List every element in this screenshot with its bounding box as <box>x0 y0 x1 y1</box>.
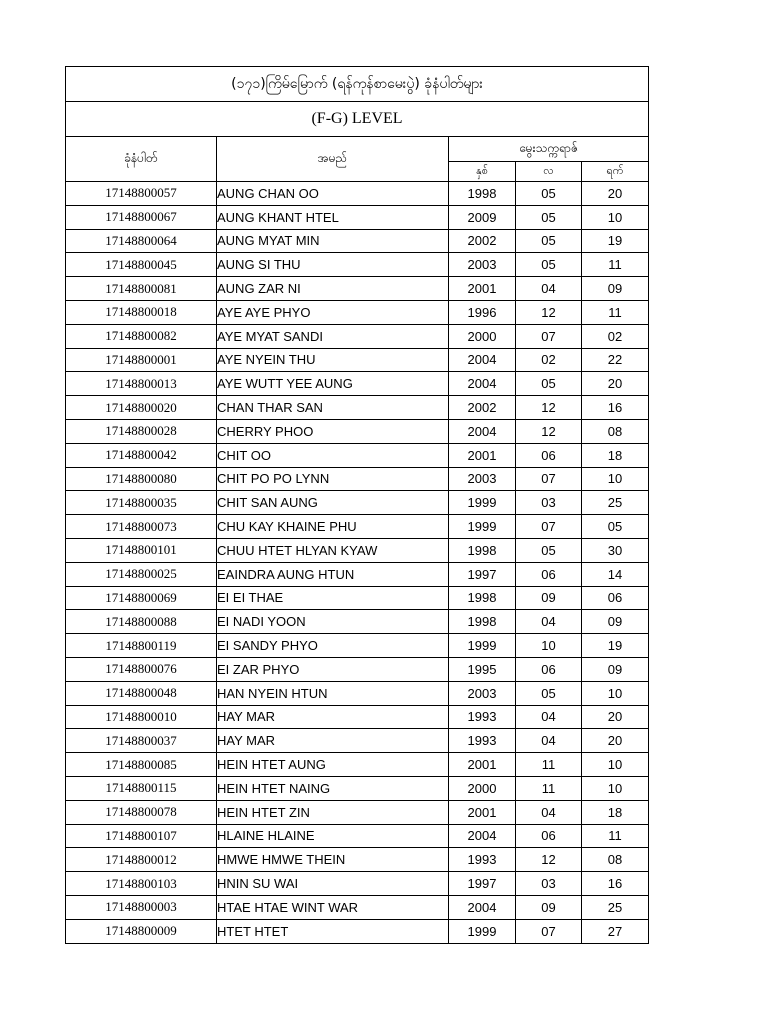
roll-number-cell: 17148800001 <box>66 348 217 372</box>
birth-day-cell: 02 <box>582 324 649 348</box>
birth-year-cell: 2004 <box>449 824 516 848</box>
table-row <box>66 800 649 824</box>
birth-month-cell: 05 <box>516 253 582 277</box>
birth-day-cell: 09 <box>582 657 649 681</box>
birth-month-cell: 05 <box>516 229 582 253</box>
birth-day-cell: 25 <box>582 491 649 515</box>
name-cell: AYE NYEIN THU <box>217 348 449 372</box>
birth-day-cell: 20 <box>582 705 649 729</box>
birth-year-cell: 1998 <box>449 610 516 634</box>
birth-year-cell: 2000 <box>449 776 516 800</box>
table-row <box>66 681 649 705</box>
birth-day-cell: 11 <box>582 253 649 277</box>
birth-day-cell: 30 <box>582 538 649 562</box>
birth-year-cell: 1993 <box>449 848 516 872</box>
name-cell: HNIN SU WAI <box>217 872 449 896</box>
table-row <box>66 300 649 324</box>
table-row <box>66 467 649 491</box>
name-cell: HTET HTET <box>217 919 449 943</box>
roll-number-cell: 17148800025 <box>66 562 217 586</box>
birth-month-cell: 07 <box>516 515 582 539</box>
birth-month-cell: 05 <box>516 372 582 396</box>
table-row <box>66 872 649 896</box>
birth-month-cell: 06 <box>516 562 582 586</box>
birth-year-cell: 2003 <box>449 681 516 705</box>
roll-number-cell: 17148800009 <box>66 919 217 943</box>
birth-month-cell: 05 <box>516 681 582 705</box>
birth-month-cell: 04 <box>516 800 582 824</box>
header-roll-no: ခုံနံပါတ် <box>66 137 217 182</box>
name-cell: AYE WUTT YEE AUNG <box>217 372 449 396</box>
table-row <box>66 848 649 872</box>
birth-day-cell: 20 <box>582 182 649 206</box>
birth-month-cell: 07 <box>516 324 582 348</box>
birth-month-cell: 12 <box>516 419 582 443</box>
birth-day-cell: 10 <box>582 681 649 705</box>
header-dob: မွေးသက္ကရာဇ် <box>449 137 649 162</box>
roll-number-cell: 17148800037 <box>66 729 217 753</box>
birth-year-cell: 1998 <box>449 182 516 206</box>
birth-year-cell: 1995 <box>449 657 516 681</box>
table-body <box>66 182 649 944</box>
birth-day-cell: 16 <box>582 872 649 896</box>
header-month: လ <box>516 162 582 182</box>
roll-number-cell: 17148800057 <box>66 182 217 206</box>
roll-number-cell: 17148800048 <box>66 681 217 705</box>
name-cell: AUNG SI THU <box>217 253 449 277</box>
table-row <box>66 919 649 943</box>
birth-month-cell: 06 <box>516 657 582 681</box>
birth-day-cell: 27 <box>582 919 649 943</box>
name-cell: AUNG MYAT MIN <box>217 229 449 253</box>
birth-year-cell: 2002 <box>449 396 516 420</box>
name-cell: HEIN HTET ZIN <box>217 800 449 824</box>
name-cell: AUNG CHAN OO <box>217 182 449 206</box>
birth-month-cell: 11 <box>516 753 582 777</box>
name-cell: EI NADI YOON <box>217 610 449 634</box>
birth-month-cell: 11 <box>516 776 582 800</box>
birth-year-cell: 2004 <box>449 372 516 396</box>
table-row <box>66 776 649 800</box>
birth-month-cell: 04 <box>516 277 582 301</box>
roll-number-cell: 17148800119 <box>66 634 217 658</box>
name-cell: HAY MAR <box>217 705 449 729</box>
birth-year-cell: 2003 <box>449 467 516 491</box>
birth-month-cell: 04 <box>516 729 582 753</box>
table-row <box>66 634 649 658</box>
birth-year-cell: 1997 <box>449 562 516 586</box>
roll-number-cell: 17148800085 <box>66 753 217 777</box>
header-year: နှစ် <box>449 162 516 182</box>
table-row <box>66 562 649 586</box>
birth-month-cell: 09 <box>516 895 582 919</box>
table-row <box>66 753 649 777</box>
header-name: အမည် <box>217 137 449 182</box>
birth-month-cell: 09 <box>516 586 582 610</box>
birth-year-cell: 1999 <box>449 919 516 943</box>
birth-day-cell: 06 <box>582 586 649 610</box>
birth-day-cell: 10 <box>582 205 649 229</box>
birth-day-cell: 10 <box>582 776 649 800</box>
name-cell: EI ZAR PHYO <box>217 657 449 681</box>
birth-year-cell: 2002 <box>449 229 516 253</box>
roll-number-cell: 17148800103 <box>66 872 217 896</box>
table-row <box>66 324 649 348</box>
table-row <box>66 538 649 562</box>
name-cell: AYE MYAT SANDI <box>217 324 449 348</box>
name-cell: AYE AYE PHYO <box>217 300 449 324</box>
roll-number-cell: 17148800035 <box>66 491 217 515</box>
roll-number-cell: 17148800003 <box>66 895 217 919</box>
name-cell: CHU KAY KHAINE PHU <box>217 515 449 539</box>
name-cell: CHIT PO PO LYNN <box>217 467 449 491</box>
birth-day-cell: 09 <box>582 610 649 634</box>
roll-number-cell: 17148800069 <box>66 586 217 610</box>
table-row <box>66 586 649 610</box>
birth-year-cell: 1999 <box>449 634 516 658</box>
birth-day-cell: 16 <box>582 396 649 420</box>
birth-day-cell: 19 <box>582 634 649 658</box>
birth-year-cell: 1999 <box>449 515 516 539</box>
birth-year-cell: 1998 <box>449 586 516 610</box>
table-row <box>66 443 649 467</box>
birth-month-cell: 07 <box>516 467 582 491</box>
roll-number-cell: 17148800101 <box>66 538 217 562</box>
table-row <box>66 824 649 848</box>
table-row <box>66 229 649 253</box>
table-row <box>66 515 649 539</box>
roll-number-cell: 17148800020 <box>66 396 217 420</box>
sheet-title: (၁၇၁)ကြိမ်မြောက် (ရန်ကုန်စာမေးပွဲ) ခုံနံပါတ်များ <box>66 67 649 102</box>
birth-month-cell: 03 <box>516 491 582 515</box>
name-cell: EI SANDY PHYO <box>217 634 449 658</box>
table-row <box>66 705 649 729</box>
name-cell: EI EI THAE <box>217 586 449 610</box>
table-row <box>66 253 649 277</box>
birth-day-cell: 14 <box>582 562 649 586</box>
birth-year-cell: 1999 <box>449 491 516 515</box>
birth-year-cell: 2009 <box>449 205 516 229</box>
birth-month-cell: 12 <box>516 396 582 420</box>
roll-number-cell: 17148800088 <box>66 610 217 634</box>
name-cell: HAY MAR <box>217 729 449 753</box>
roll-number-cell: 17148800115 <box>66 776 217 800</box>
roll-number-cell: 17148800081 <box>66 277 217 301</box>
birth-day-cell: 20 <box>582 729 649 753</box>
birth-month-cell: 12 <box>516 300 582 324</box>
birth-month-cell: 05 <box>516 538 582 562</box>
birth-day-cell: 11 <box>582 824 649 848</box>
name-cell: HLAINE HLAINE <box>217 824 449 848</box>
birth-month-cell: 06 <box>516 824 582 848</box>
roll-number-cell: 17148800082 <box>66 324 217 348</box>
table-row <box>66 729 649 753</box>
roll-number-cell: 17148800064 <box>66 229 217 253</box>
birth-day-cell: 22 <box>582 348 649 372</box>
name-cell: AUNG ZAR NI <box>217 277 449 301</box>
roll-number-cell: 17148800076 <box>66 657 217 681</box>
roll-number-cell: 17148800028 <box>66 419 217 443</box>
birth-year-cell: 2001 <box>449 277 516 301</box>
birth-day-cell: 09 <box>582 277 649 301</box>
table-row <box>66 205 649 229</box>
roll-number-cell: 17148800107 <box>66 824 217 848</box>
birth-month-cell: 03 <box>516 872 582 896</box>
birth-year-cell: 2000 <box>449 324 516 348</box>
table-row <box>66 348 649 372</box>
roll-number-cell: 17148800080 <box>66 467 217 491</box>
level-title: (F-G) LEVEL <box>66 102 649 137</box>
name-cell: HMWE HMWE THEIN <box>217 848 449 872</box>
name-cell: HAN NYEIN HTUN <box>217 681 449 705</box>
birth-month-cell: 06 <box>516 443 582 467</box>
birth-month-cell: 10 <box>516 634 582 658</box>
table-row <box>66 491 649 515</box>
birth-month-cell: 07 <box>516 919 582 943</box>
table-row <box>66 396 649 420</box>
birth-month-cell: 12 <box>516 848 582 872</box>
birth-month-cell: 05 <box>516 182 582 206</box>
birth-day-cell: 20 <box>582 372 649 396</box>
birth-month-cell: 04 <box>516 705 582 729</box>
birth-month-cell: 02 <box>516 348 582 372</box>
roll-number-cell: 17148800042 <box>66 443 217 467</box>
birth-year-cell: 2004 <box>449 895 516 919</box>
table-row <box>66 895 649 919</box>
birth-day-cell: 08 <box>582 419 649 443</box>
header-day: ရက် <box>582 162 649 182</box>
name-cell: HEIN HTET NAING <box>217 776 449 800</box>
birth-day-cell: 18 <box>582 443 649 467</box>
birth-year-cell: 2001 <box>449 753 516 777</box>
birth-year-cell: 1993 <box>449 729 516 753</box>
table-row <box>66 182 649 206</box>
name-cell: CHAN THAR SAN <box>217 396 449 420</box>
birth-year-cell: 2003 <box>449 253 516 277</box>
roll-number-cell: 17148800045 <box>66 253 217 277</box>
birth-day-cell: 05 <box>582 515 649 539</box>
birth-year-cell: 2001 <box>449 800 516 824</box>
name-cell: CHIT OO <box>217 443 449 467</box>
roll-number-cell: 17148800067 <box>66 205 217 229</box>
roll-number-cell: 17148800013 <box>66 372 217 396</box>
birth-day-cell: 10 <box>582 467 649 491</box>
table-row <box>66 657 649 681</box>
birth-month-cell: 05 <box>516 205 582 229</box>
name-cell: EAINDRA AUNG HTUN <box>217 562 449 586</box>
roll-number-cell: 17148800010 <box>66 705 217 729</box>
birth-day-cell: 18 <box>582 800 649 824</box>
roll-number-cell: 17148800073 <box>66 515 217 539</box>
birth-day-cell: 19 <box>582 229 649 253</box>
birth-day-cell: 11 <box>582 300 649 324</box>
table-row <box>66 610 649 634</box>
name-cell: CHIT SAN AUNG <box>217 491 449 515</box>
birth-year-cell: 1993 <box>449 705 516 729</box>
birth-year-cell: 1996 <box>449 300 516 324</box>
table-row <box>66 277 649 301</box>
roll-number-cell: 17148800012 <box>66 848 217 872</box>
table-row <box>66 419 649 443</box>
name-cell: HTAE HTAE WINT WAR <box>217 895 449 919</box>
name-cell: HEIN HTET AUNG <box>217 753 449 777</box>
birth-month-cell: 04 <box>516 610 582 634</box>
roll-number-cell: 17148800018 <box>66 300 217 324</box>
birth-day-cell: 10 <box>582 753 649 777</box>
name-cell: AUNG KHANT HTEL <box>217 205 449 229</box>
candidate-table <box>65 66 649 944</box>
birth-year-cell: 2001 <box>449 443 516 467</box>
birth-year-cell: 1997 <box>449 872 516 896</box>
name-cell: CHERRY PHOO <box>217 419 449 443</box>
birth-day-cell: 08 <box>582 848 649 872</box>
birth-year-cell: 2004 <box>449 348 516 372</box>
birth-year-cell: 2004 <box>449 419 516 443</box>
birth-year-cell: 1998 <box>449 538 516 562</box>
table-row <box>66 372 649 396</box>
roll-number-cell: 17148800078 <box>66 800 217 824</box>
name-cell: CHUU HTET HLYAN KYAW <box>217 538 449 562</box>
birth-day-cell: 25 <box>582 895 649 919</box>
